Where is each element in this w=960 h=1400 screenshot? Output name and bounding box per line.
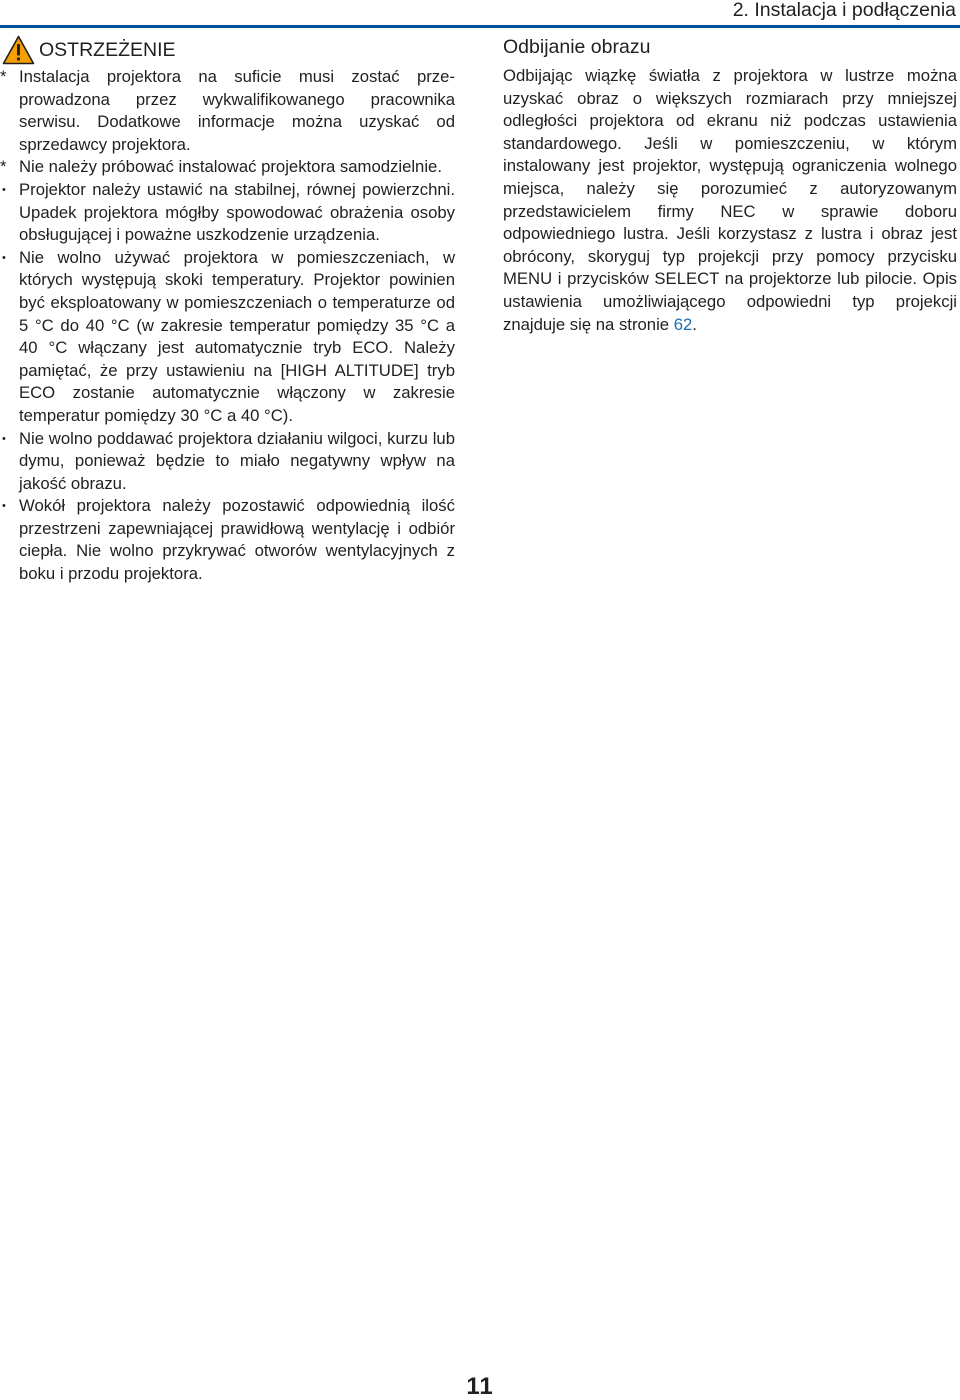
warning-heading [2,35,176,65]
page-number: 11 [466,1373,494,1400]
warning-item [0,428,455,496]
bullet-marker: • [2,183,6,196]
warning-title: OSTRZEŻENIE [39,39,176,61]
asterisk-marker: * [0,157,7,177]
warning-item-text: Nie wolno poddawać projektora działaniu wilgoci, kurzu lub dymu, ponieważ będzie to miało negatywny wpływ na jakość obrazu. [19,428,455,493]
warning-item [0,247,455,428]
warning-item-text: Projektor należy ustawić na stabilnej, równej powierzchni. Upadek projektora mógłby spowodować obrażenia osoby obsługującej i poważne uszkodzenie urządzenia. [19,179,455,245]
warning-item-text: Instalacja projektora na suficie musi zostać przeprowadzona przez wykwalifikowanego pracownika serwisu. Dodatkowe informacje można uzyskać od sprzedawcy projektora. [19,67,455,154]
bullet-marker: • [2,500,6,513]
reflection-body-end: . [692,314,697,334]
warning-triangle-icon [2,35,35,65]
asterisk-marker: * [0,67,7,86]
reflection-title: Odbijanie obrazu [503,36,651,58]
reflection-section [503,35,957,336]
warning-item-text: Nie wolno używać projektora w pomieszczeniach, w których występują skoki temperatury. Projektor powinien być eksploatowany w pomieszczeniach o temperaturze od 5 °C do 40 °C (w zakresie temperatur pomiędzy 35 °C a 40 °C włączany jest automatycznie tryb ECO. Należy pamiętać, że przy ustawieniu na [HIGH ALTITUDE] tryb ECO zostanie automatycznie włączony w zakresie temperatur pomiędzy 30 °C a 40 °C). [19,247,455,425]
section-header-title: 2. Instalacja i podłączenia [732,0,956,21]
warning-item [0,179,455,247]
header-rule [0,25,960,28]
warning-item [0,495,455,585]
bullet-marker: • [2,251,6,264]
warning-item [0,66,455,156]
warning-item [0,156,455,179]
page-reference-link[interactable]: 62 [673,314,693,334]
reflection-body-text: Odbijając wiązkę światła z projektora w lustrze można uzyskać obraz o większych rozmiarach przy mniejszej odległości projektora od ekranu niż podczas ustawienia standardowego. Jeśli w pomieszczeniu, w którym instalowany jest projektor, występują ograniczenia wolnego miejsca, należy się porozumieć z autoryzowanym przedstawicielem firmy NEC w sprawie doboru odpowiedniego lustra. Jeśli korzystasz z lustra i obraz jest obrócony, skoryguj typ projekcji przy pomocy przycisku MENU i przycisków SELECT na projektorze lub pilocie. Opis ustawienia umożliwiającego odpowiedni typ projekcji znajduje się na stronie [503,66,957,334]
reflection-body [503,65,957,336]
warning-item-text: Wokół projektora należy pozostawić odpowiednią ilość przestrzeni zapewniającej prawidłową wentylację i odbiór ciepła. Nie wolno przykrywać otworów wentylacyjnych z boku i przodu projektora. [19,496,455,584]
warning-list [0,66,455,586]
warning-item-text: Nie należy próbować instalować projektora samodzielnie. [19,157,442,177]
bullet-marker: • [2,432,6,445]
